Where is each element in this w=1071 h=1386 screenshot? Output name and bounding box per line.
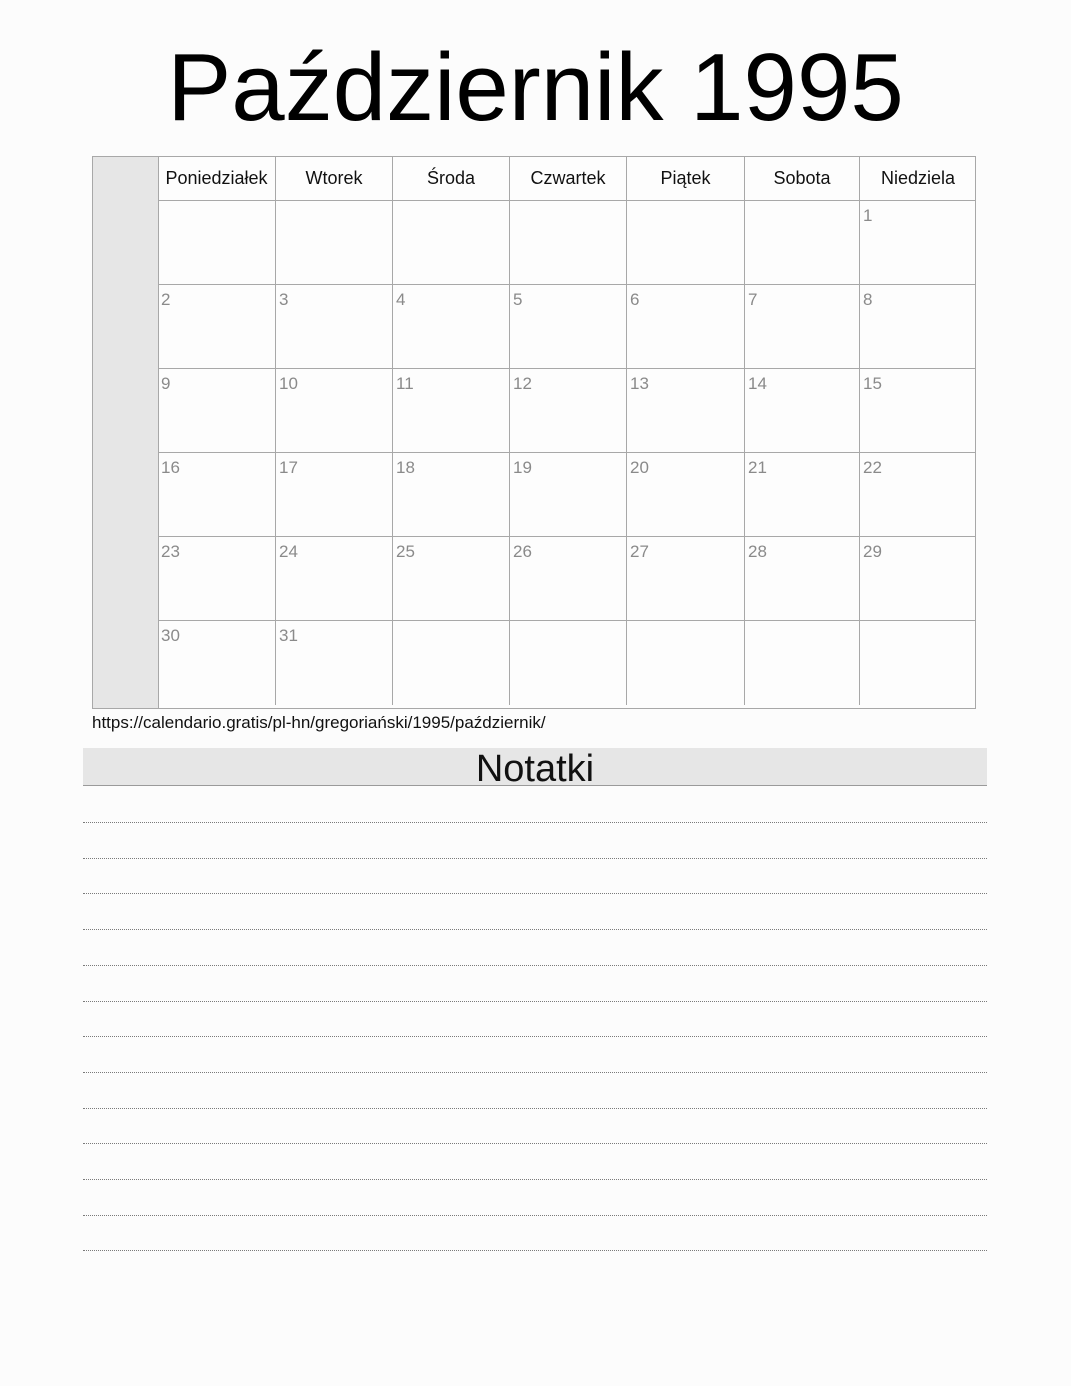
note-line <box>83 1250 987 1251</box>
day-number: 30 <box>161 626 180 645</box>
day-number: 4 <box>396 290 406 309</box>
note-line <box>83 1143 987 1144</box>
day-cell <box>158 453 275 537</box>
notes-heading: Notatki <box>83 748 987 786</box>
day-number: 5 <box>513 290 523 309</box>
day-cell <box>859 537 976 621</box>
day-number: 10 <box>279 374 298 393</box>
day-cell <box>509 285 626 369</box>
day-number: 20 <box>630 458 649 477</box>
calendar-grid <box>92 156 976 709</box>
day-cell <box>626 537 744 621</box>
day-number: 14 <box>748 374 767 393</box>
note-line <box>83 929 987 930</box>
day-cell <box>859 201 976 285</box>
day-number: 11 <box>396 374 414 393</box>
day-cell <box>626 369 744 453</box>
day-cell <box>158 285 275 369</box>
day-number: 9 <box>161 374 171 393</box>
note-line <box>83 1215 987 1216</box>
day-cell <box>158 201 275 285</box>
day-cell <box>509 621 626 705</box>
day-number: 19 <box>513 458 532 477</box>
day-cell <box>275 537 392 621</box>
week-row <box>158 537 976 621</box>
day-number: 15 <box>863 374 882 393</box>
day-cell <box>158 621 275 705</box>
week-row <box>158 369 976 453</box>
day-number: 2 <box>161 290 171 309</box>
day-cell <box>859 453 976 537</box>
note-line <box>83 822 987 823</box>
weekday-thursday: Czwartek <box>509 157 626 200</box>
day-cell <box>392 621 509 705</box>
day-cell <box>509 369 626 453</box>
day-cell <box>509 201 626 285</box>
week-row <box>158 201 976 285</box>
day-cell <box>275 285 392 369</box>
note-line <box>83 893 987 894</box>
day-number: 28 <box>748 542 767 561</box>
day-number: 29 <box>863 542 882 561</box>
day-cell <box>392 537 509 621</box>
day-number: 13 <box>630 374 649 393</box>
note-line <box>83 1036 987 1037</box>
day-cell <box>158 537 275 621</box>
day-cell <box>392 201 509 285</box>
day-number: 17 <box>279 458 298 477</box>
weekday-monday: Poniedziałek <box>165 168 268 188</box>
day-cell <box>392 285 509 369</box>
week-row <box>158 621 976 705</box>
day-cell <box>275 453 392 537</box>
week-row <box>158 285 976 369</box>
note-line <box>83 1072 987 1073</box>
day-number: 31 <box>279 626 298 645</box>
day-cell <box>859 369 976 453</box>
day-number: 26 <box>513 542 532 561</box>
weekday-friday: Piątek <box>626 157 744 200</box>
day-cell <box>859 285 976 369</box>
day-number: 24 <box>279 542 298 561</box>
day-cell <box>744 537 859 621</box>
note-line <box>83 1179 987 1180</box>
page-title: Październik 1995 <box>167 34 904 141</box>
day-cell <box>744 201 859 285</box>
day-cell <box>744 285 859 369</box>
day-cell <box>509 453 626 537</box>
day-cell <box>744 369 859 453</box>
weekday-tuesday: Wtorek <box>275 157 392 200</box>
day-cell <box>392 369 509 453</box>
day-cell <box>509 537 626 621</box>
day-number: 22 <box>863 458 882 477</box>
day-cell <box>275 621 392 705</box>
day-number: 27 <box>630 542 649 561</box>
source-url: https://calendario.gratis/pl-hn/gregoriański/1995/październik/ <box>92 713 546 732</box>
week-row <box>158 453 976 537</box>
week-number-column <box>93 157 159 708</box>
day-number: 18 <box>396 458 415 477</box>
day-number: 6 <box>630 290 640 309</box>
day-number: 1 <box>863 206 873 225</box>
day-cell <box>626 285 744 369</box>
day-cell <box>275 201 392 285</box>
day-cell <box>859 621 976 705</box>
weekday-wednesday: Środa <box>392 157 509 200</box>
weekday-sunday: Niedziela <box>859 157 976 200</box>
day-number: 21 <box>748 458 767 477</box>
day-number: 8 <box>863 290 873 309</box>
day-number: 7 <box>748 290 758 309</box>
day-cell <box>744 453 859 537</box>
day-cell <box>158 369 275 453</box>
weekday-saturday: Sobota <box>744 157 859 200</box>
day-cell <box>626 621 744 705</box>
day-cell <box>626 453 744 537</box>
day-number: 12 <box>513 374 532 393</box>
day-cell <box>626 201 744 285</box>
note-line <box>83 858 987 859</box>
day-number: 3 <box>279 290 289 309</box>
day-cell <box>392 453 509 537</box>
day-number: 23 <box>161 542 180 561</box>
day-cell <box>744 621 859 705</box>
day-cell <box>275 369 392 453</box>
note-line <box>83 1001 987 1002</box>
day-number: 25 <box>396 542 415 561</box>
weekday-header-row <box>158 157 976 201</box>
day-number: 16 <box>161 458 180 477</box>
note-line <box>83 965 987 966</box>
note-line <box>83 1108 987 1109</box>
